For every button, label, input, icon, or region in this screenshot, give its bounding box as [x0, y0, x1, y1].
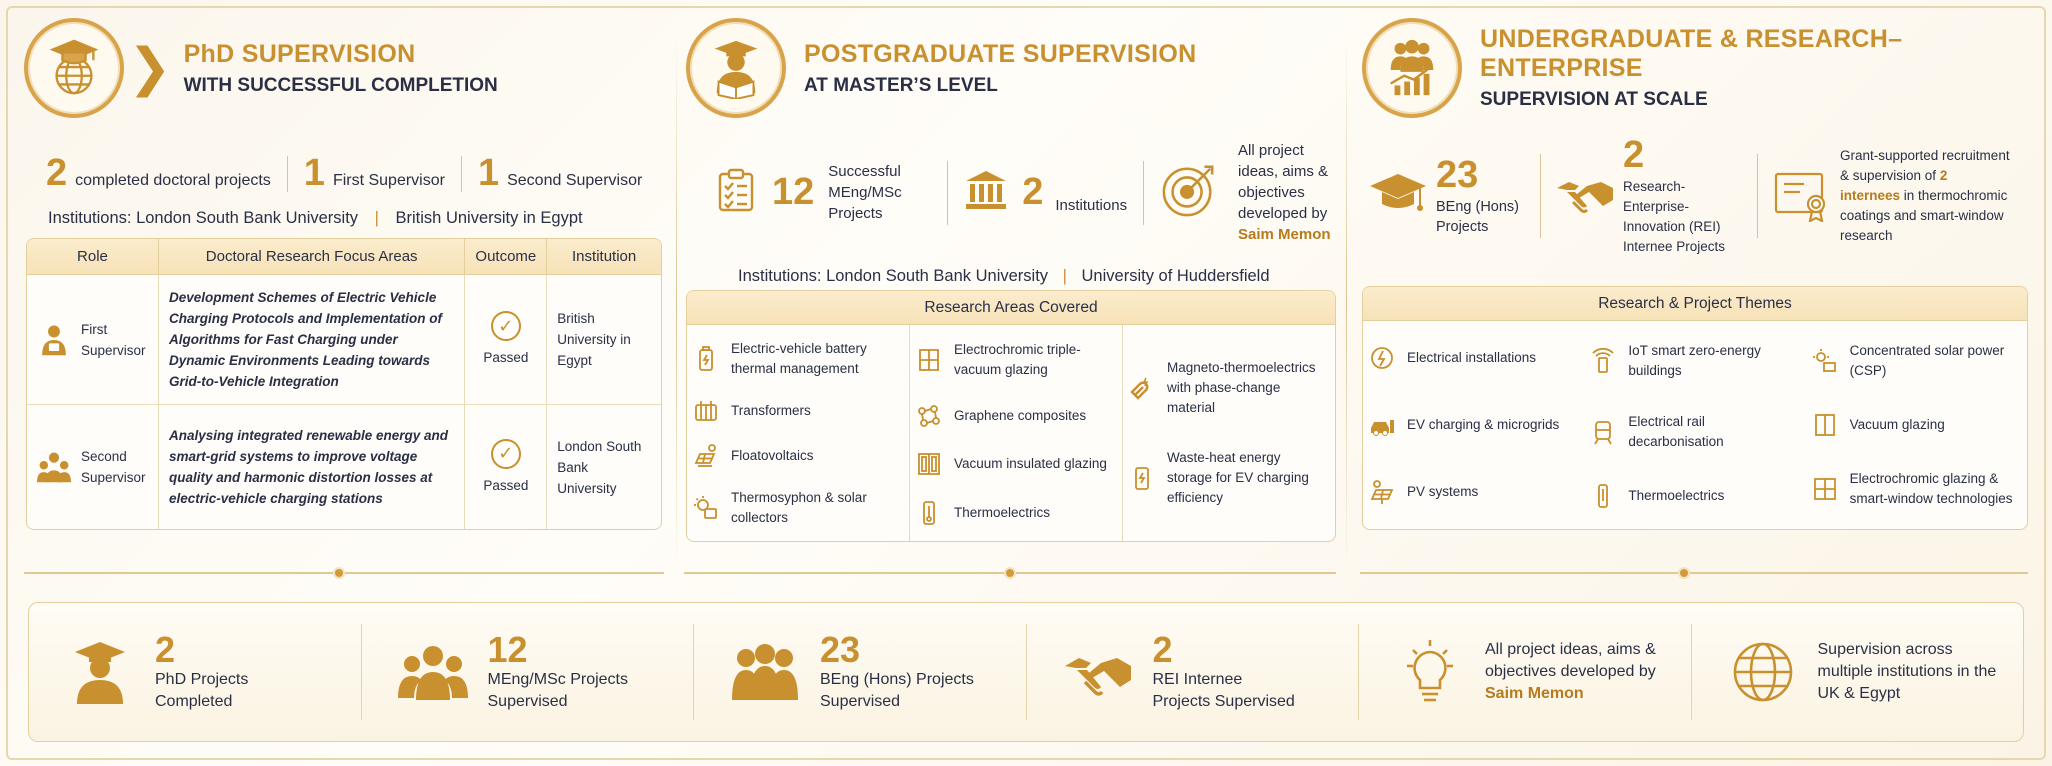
list-item [1812, 412, 2021, 438]
divider-dot [333, 567, 345, 579]
table-header-role: Role [27, 239, 159, 275]
theme-label: EV charging & microgrids [1407, 416, 1560, 432]
graduation-cap-icon [1368, 170, 1428, 222]
focus-area-text: Analysing integrated renewable energy and smart-grid systems to improve voltage quality and harmonic distortion losses at electric-vehicle charging stations [159, 405, 465, 529]
list-item [916, 340, 1116, 380]
project-themes-panel [1362, 286, 2028, 530]
summary-num: 23 [820, 629, 861, 670]
summary-bar [28, 602, 2024, 742]
sun-collector-icon [693, 495, 719, 521]
theme-label: Electrical rail decarbonisation [1628, 413, 1724, 449]
role-line: Second [81, 449, 127, 464]
phd-roles-table [26, 238, 662, 530]
lightbulb-icon [1395, 640, 1465, 704]
grant-post: in thermochromic coatings and smart-window research [1840, 187, 2008, 243]
pg-section [686, 18, 1341, 578]
table-row [27, 275, 661, 405]
transformer-icon [693, 398, 719, 424]
list-item [693, 398, 903, 424]
list-item [693, 443, 903, 469]
pg-stat-projects-num: 12 [772, 171, 815, 213]
list-item [1369, 345, 1578, 371]
ug-grant-text [1840, 146, 2010, 246]
check-circle-icon: ✓ [491, 311, 521, 341]
smart-window-icon [1812, 476, 1838, 502]
phd-institutions [24, 209, 664, 228]
summary-item [362, 624, 695, 720]
phd-stat-completed-label: completed doctoral projects [75, 172, 271, 189]
phd-stat-second-num: 1 [477, 152, 500, 194]
institutions-label: Institutions: [48, 209, 132, 227]
thermoelectric-icon [1590, 483, 1616, 509]
handshake-icon [1555, 170, 1615, 222]
area-label: Vacuum insulated glazing [954, 456, 1107, 472]
research-areas-panel [686, 290, 1336, 542]
list-item [1812, 469, 2021, 509]
vertical-divider [676, 34, 677, 574]
list-item [1812, 341, 2021, 381]
ug-stats [1362, 134, 2032, 257]
divider [287, 156, 288, 192]
focus-area-text: Development Schemes of Electric Vehicle Charging Protocols and Implementation of Algorithms for Fast Charging under Dynamic Environments Leading towards Grid-to-Vehicle Integration [159, 275, 465, 405]
summary-item [694, 624, 1027, 720]
section-divider [1360, 572, 2028, 574]
pg-stats [686, 140, 1341, 245]
table-row [27, 405, 661, 529]
summary-label: PhD Projects Completed [155, 671, 249, 710]
grant-highlight: 2 internees [1840, 167, 1948, 203]
summary-num: 2 [155, 629, 176, 670]
list-item [693, 339, 903, 379]
outcome-text: Passed [483, 350, 529, 365]
institution-name: British University in Egypt [395, 209, 583, 227]
summary-item [29, 624, 362, 720]
pg-institutions [686, 267, 1341, 286]
phd-stat-completed-num: 2 [46, 152, 68, 194]
summary-label: BEng (Hons) Projects Supervised [820, 671, 974, 710]
divider [947, 161, 948, 225]
check-circle-icon: ✓ [491, 439, 521, 469]
pg-title: POSTGRADUATE SUPERVISION [804, 39, 1197, 68]
phd-stats [24, 152, 664, 195]
phd-title: PhD SUPERVISION [183, 39, 416, 68]
area-label: Electrochromic triple-vacuum glazing [954, 342, 1081, 378]
summary-label: Supervision across multiple institutions in the UK & Egypt [1817, 641, 1997, 702]
phd-stat-second-label: Second Supervisor [507, 172, 643, 189]
pg-subtitle: AT MASTER’S LEVEL [804, 74, 998, 96]
divider [461, 156, 462, 192]
clipboard-checklist-icon [714, 168, 758, 212]
summary-label: REI Internee Projects Supervised [1152, 671, 1295, 710]
graphene-icon [916, 403, 942, 429]
area-label: Graphene composites [954, 407, 1087, 423]
area-label: Waste-heat energy storage for EV charging efficiency [1167, 449, 1309, 505]
summary-label: MEng/MSc Projects Supervised [487, 671, 628, 710]
table-header-outcome: Outcome [465, 239, 547, 275]
energy-storage-icon [1129, 465, 1155, 491]
phd-stat-first-num: 1 [303, 152, 325, 194]
list-item [1590, 483, 1799, 509]
team-icon [730, 640, 800, 704]
graduation-globe-icon [24, 18, 124, 118]
battery-icon [693, 346, 719, 372]
target-icon [1160, 161, 1218, 219]
list-item [1129, 448, 1329, 508]
pg-stat-institutions-label: Institutions [1055, 197, 1128, 214]
area-label: Floatovoltaics [731, 447, 814, 463]
supervisor-person-icon [37, 323, 71, 357]
list-item [1369, 479, 1578, 505]
ug-stat-rei-num: 2 [1623, 134, 1645, 176]
outcome-text: Passed [483, 477, 529, 493]
theme-label: Concentrated solar power (CSP) [1849, 342, 2005, 378]
institution-cell: British University in Egypt [547, 275, 661, 405]
panel-title: Research & Project Themes [1363, 287, 2027, 321]
table-header-focus: Doctoral Research Focus Areas [159, 239, 465, 275]
summary-item [1027, 624, 1360, 720]
list-item [916, 451, 1116, 477]
divider-dot [1004, 567, 1016, 579]
chevron-right-icon: ❯ [128, 38, 172, 98]
phd-section [24, 18, 664, 578]
divider [1540, 154, 1541, 238]
phd-header [24, 18, 664, 118]
role-line: First [81, 321, 108, 337]
pg-stat-projects-label: Successful MEng/MSc Projects [828, 163, 902, 222]
supervisor-group-icon [37, 450, 71, 484]
theme-label: Electrical installations [1407, 350, 1537, 366]
phd-subtitle: WITH SUCCESSFUL COMPLETION [183, 74, 498, 96]
institution-cell: London South Bank University [557, 438, 642, 496]
thermoelectric-icon [916, 500, 942, 526]
theme-label: PV systems [1407, 483, 1479, 499]
pv-panel-icon [1369, 479, 1395, 505]
ug-stat-rei-label: Research-Enterprise-Innovation (REI) Internee Projects [1623, 179, 1726, 254]
team-growth-icon [1362, 18, 1462, 118]
ug-title: UNDERGRADUATE & RESEARCH–ENTERPRISE [1480, 25, 1903, 82]
list-item [1590, 412, 1799, 452]
vacuum-glazing-icon [1812, 412, 1838, 438]
institutions-label: Institutions: [738, 267, 822, 285]
ug-section [1362, 18, 2032, 578]
list-item [916, 403, 1116, 429]
vertical-divider [1346, 34, 1347, 574]
area-label: Thermosyphon & solar collectors [731, 489, 867, 525]
pg-stat-institutions-num: 2 [1022, 171, 1044, 213]
institution-building-icon [964, 168, 1008, 212]
ug-header [1362, 18, 2032, 118]
institution-name: London South Bank University [136, 209, 359, 227]
iot-signal-icon [1590, 348, 1616, 374]
grant-pre: Grant-supported recruitment & supervision of [1840, 147, 2010, 183]
electrical-plug-icon [1369, 345, 1395, 371]
window-icon [916, 347, 942, 373]
theme-label: Thermoelectrics [1628, 488, 1725, 504]
list-item [1129, 358, 1329, 418]
panel-title: Research Areas Covered [687, 291, 1335, 325]
handshake-icon [1063, 640, 1133, 704]
pg-header [686, 18, 1341, 118]
ug-stat-beng-label: BEng (Hons) Projects [1436, 199, 1520, 235]
ev-car-icon [1369, 412, 1395, 438]
summary-num: 12 [487, 629, 528, 670]
separator: | [374, 209, 379, 227]
table-header-institution: Institution [547, 239, 661, 275]
theme-label: IoT smart zero-energy buildings [1628, 342, 1761, 378]
magnet-icon [1129, 375, 1155, 401]
ug-subtitle: SUPERVISION AT SCALE [1480, 89, 1708, 110]
globe-icon [1728, 640, 1798, 704]
graduate-reading-icon [686, 18, 786, 118]
summary-num: 2 [1152, 629, 1173, 670]
divider [1143, 161, 1144, 225]
glazing-icon [916, 451, 942, 477]
area-label: Magneto-thermoelectrics with phase-change material [1167, 360, 1316, 416]
certificate-icon [1772, 170, 1832, 222]
summary-ideas-text: All project ideas, aims & objectives developed by [1485, 641, 1656, 680]
institution-name: University of Huddersfield [1081, 267, 1270, 285]
separator: | [1062, 267, 1067, 285]
theme-label: Electrochromic glazing & smart-window technologies [1849, 471, 2013, 507]
theme-label: Vacuum glazing [1849, 416, 1945, 432]
area-label: Thermoelectrics [954, 504, 1051, 520]
pg-ideas-text: All project ideas, aims & objectives developed by [1238, 142, 1329, 222]
list-item [1369, 412, 1578, 438]
divider [1757, 154, 1758, 238]
list-item [1590, 341, 1799, 381]
area-label: Electric-vehicle battery thermal management [731, 340, 867, 376]
role-line: Supervisor [81, 342, 146, 358]
institution-name: London South Bank University [826, 267, 1049, 285]
solar-panel-icon [693, 443, 719, 469]
list-item [693, 488, 903, 528]
group-icon [398, 640, 468, 704]
role-line: Supervisor [81, 470, 146, 485]
author-name: Saim Memon [1485, 685, 1584, 702]
phd-stat-first-label: First Supervisor [332, 172, 445, 189]
list-item [916, 500, 1116, 526]
train-icon [1590, 419, 1616, 445]
summary-item [1692, 624, 2024, 720]
graduate-icon [65, 640, 135, 704]
ug-stat-beng-num: 23 [1436, 154, 1479, 196]
summary-item [1359, 624, 1692, 720]
divider-dot [1678, 567, 1690, 579]
area-label: Transformers [731, 402, 811, 418]
csp-sun-icon [1812, 348, 1838, 374]
author-name: Saim Memon [1238, 226, 1331, 243]
